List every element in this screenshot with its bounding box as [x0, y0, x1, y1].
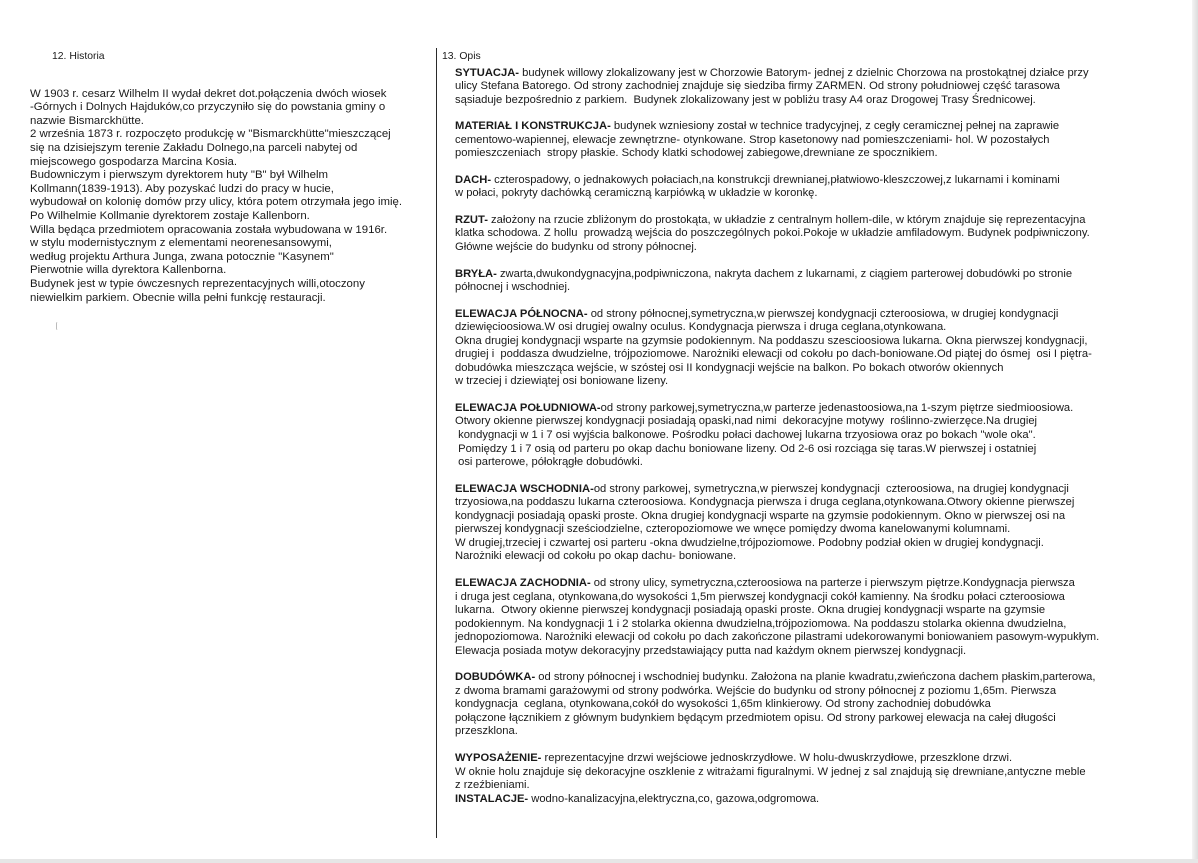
historia-line: Kollmann(1839-1913). Aby pozyskać ludzi do pracy w hucie, [30, 182, 334, 195]
opis-line [455, 618, 1172, 632]
opis-line [455, 214, 1172, 228]
opis-line [455, 134, 1172, 148]
opis-line-text: W drugiej,trzeciej i czwartej osi parteru -okna dwudzielne,trójpoziomowe. Podobny podział okien w drugiej kondygnacji. [455, 536, 1044, 549]
opis-line [455, 725, 1172, 739]
opis-line-text: budynek wzniesiony został w technice tradycyjnej, z cegły ceramicznej pełnej na zaprawie [610, 120, 1060, 133]
opis-section-heading: ELEWACJA POŁUDNIOWA- [455, 401, 601, 414]
historia-line: Budowniczym i pierwszym dyrektorem huty "B" był Wilhelm [30, 169, 328, 182]
opis-line [455, 94, 1172, 108]
historia-line: wybudował on kolonię domów przy ulicy, która potem otrzymała jego imię. [30, 196, 403, 209]
opis-line [455, 80, 1172, 94]
opis-line-text: Pomiędzy 1 i 7 osią od parteru po okap dachu boniowane lizeny. Od 2-6 osi rozciąga się taras.W pierwszej i ostatniej [455, 442, 1037, 455]
historia-line: w stylu modernistycznym z elementami neorenesansowymi, [30, 237, 332, 250]
opis-line-text: od strony północnej,symetryczna,w pierwszej kondygnacji czteroosiowa, w drugiej kondygnacji [587, 307, 1059, 320]
opis-line-text: Otwory okienne pierwszej kondygnacji posiadają opaski,nad nimi dekoracyjne motywy roślinno-zwierzęce.Na drugiej [455, 415, 1038, 428]
opis-line [455, 712, 1172, 726]
historia-line: miejscowego gospodarza Marcina Kosia. [30, 155, 238, 168]
opis-line-text: drugiej i poddasza dwudzielne, trójpoziomowe. Narożniki elewacji od cokołu po dach-boniowane.Od piątej do ósmej osi I piętra- [455, 348, 1092, 361]
opis-line [455, 335, 1172, 349]
opis-line [455, 187, 1172, 201]
opis-section [455, 483, 1172, 564]
historia-body [30, 88, 442, 306]
opis-section-heading: BRYŁA- [455, 267, 497, 280]
opis-section [455, 793, 1172, 807]
opis-line [455, 268, 1172, 282]
opis-line [455, 241, 1172, 255]
opis-section [455, 174, 1172, 201]
opis-line-text: od strony parkowej,symetryczna,w parterze jedenastoosiowa,na 1-szym piętrze siedmioosiowa. [600, 401, 1074, 414]
opis-line [455, 550, 1172, 564]
opis-line-text: lukarna. Otwory okienne pierwszej kondygnacji posiadają opaski proste. Okna drugiej kondygnacji wsparte na gzymsie [455, 604, 1046, 617]
opis-line [455, 793, 1172, 807]
opis-line [455, 752, 1172, 766]
opis-line [455, 402, 1172, 416]
opis-line-text: od strony ulicy, symetryczna,czteroosiowa na parterze i pierwszym piętrze.Kondygnacja pierwsza [590, 576, 1075, 589]
opis-line-text: jednopoziomowa. Narożniki elewacji od cokołu po dach zakończone pilastrami udekorowanymi boniowaniem pasowym-wypukłym. [455, 631, 1100, 644]
scan-artifact [56, 322, 59, 330]
historia-line: według projektu Arthura Junga, zwana potocznie "Kasynem" [30, 250, 334, 263]
opis-line-text: i druga jest ceglana, otynkowana,do wysokości 1,5m pierwszej kondygnacji cokół kamienny. Na środku połaci czteroosiowa [455, 590, 1065, 603]
opis-section [455, 214, 1172, 255]
opis-line-text: czterospadowy, o jednakowych połaciach,na konstrukcji drewnianej,płatwiowo-kleszczowej,z lukarnami i kominami [491, 173, 1060, 186]
opis-line-text: podokiennym. Na kondygnacji 1 i 2 stolarka okienna dwudzielna,trójpoziomowa. Na poddaszu stolarka okienna dwudzielna, [455, 617, 1067, 630]
opis-line [455, 227, 1172, 241]
opis-line-text: wodno-kanalizacyjna,elektryczna,co, gazowa,odgromowa. [528, 792, 820, 805]
historia-line: Willa będąca przedmiotem opracowania została wybudowana w 1916r. [30, 223, 388, 236]
opis-section-heading: WYPOSAŻENIE- [455, 751, 542, 764]
opis-line-text: sąsiaduje bezpośrednio z parkiem. Budynek zlokalizowany jest w pobliżu trasy A4 oraz Drogowej Trasy Średnicowej. [455, 93, 1036, 106]
opis-column [442, 50, 1172, 819]
opis-line [455, 456, 1172, 470]
opis-section [455, 308, 1172, 389]
opis-line-text: pomieszczeniach stropy płaskie. Schody klatki schodowej zabiegowe,drewniane ze spocznikiem. [455, 147, 938, 160]
opis-line-text: połączone łącznikiem z głównym budynkiem będącym przedmiotem opisu. Od strony parkowej elewacja na całej długości [455, 711, 1056, 724]
historia-line: się na dzisiejszym terenie Zakładu Dolnego,na parceli nabytej od [30, 141, 358, 154]
opis-line-text: północnej i wschodniej. [455, 281, 571, 294]
opis-line-text: założony na rzucie zbliżonym do prostokąta, w układzie z centralnym hollem-dile, w którym znajduje się reprezentacyjna [487, 213, 1086, 226]
opis-line [455, 631, 1172, 645]
historia-line: nazwie Bismarckhütte. [30, 114, 144, 127]
opis-line [455, 604, 1172, 618]
historia-line: Pierwotnie willa dyrektora Kallenborna. [30, 264, 227, 277]
opis-line-text: osi parterowe, półokrągłe dobudówki. [455, 456, 643, 469]
opis-line-text: w połaci, pokryty dachówką ceramiczną karpiówką w układzie w koronkę. [455, 187, 818, 200]
historia-line: -Górnych i Dolnych Hajduków,co przyczyniło się do powstania gminy o [30, 101, 386, 114]
opis-line [455, 281, 1172, 295]
opis-line [455, 685, 1172, 699]
historia-line: Po Wilhelmie Kollmanie dyrektorem zostaje Kallenborn. [30, 209, 310, 222]
opis-section-heading: SYTUACJA- [455, 66, 520, 79]
opis-line [455, 523, 1172, 537]
opis-line-text: przeszklona. [455, 725, 518, 738]
opis-line [455, 120, 1172, 134]
opis-line [455, 308, 1172, 322]
opis-section-heading: ELEWACJA WSCHODNIA- [455, 482, 594, 495]
opis-line-text: od strony północnej i wschodniej budynku. Założona na planie kwadratu,zwieńczona dachem płaskim,parterowa, [535, 671, 1096, 684]
opis-line-text: z rzeźbieniami. [455, 779, 530, 792]
opis-section-heading: DACH- [455, 173, 492, 186]
opis-section-heading: INSTALACJE- [455, 792, 529, 805]
opis-line [455, 321, 1172, 335]
opis-line [455, 537, 1172, 551]
page-edge-bottom [0, 859, 1198, 863]
opis-line-text: dobudówka mieszcząca wejście, w szóstej osi II kondygnacji wejście na balkon. Po bokach otworów okiennych [455, 361, 1004, 374]
opis-section [455, 120, 1172, 161]
page-edge [1192, 0, 1198, 863]
opis-line-text: Narożniki elewacji od cokołu po okap dachu- boniowane. [455, 550, 737, 563]
opis-line-text: dziewięcioosiowa.W osi drugiej owalny oculus. Kondygnacja pierwsza i druga ceglana,otynkowana. [455, 321, 947, 334]
opis-body [442, 67, 1172, 807]
opis-line-text: kondygnacji w 1 i 7 osi wyjścia balkonowe. Pośrodku połaci dachowej lukarna trzyosiowa oraz po bokach "wole oka". [455, 429, 1036, 442]
opis-line [455, 779, 1172, 793]
historia-title: 12. Historia [52, 51, 105, 62]
opis-line [455, 375, 1172, 389]
opis-line-text: Okna drugiej kondygnacji wsparte na gzymsie podokiennym. Na poddaszu szescioosiowa lukarna. Okna pierwszej kondygnacji, [455, 334, 1088, 347]
opis-line-text: kondygnacji posiadają opaski proste. Okna drugiej kondygnacji wsparte na gzymsie podokiennym. Okno w pierwszej osi na [455, 509, 1066, 522]
opis-line-text: Elewacja posiada motyw dekoracyjny przedstawiający putta nad każdym oknem pierwszej kondygnacji. [455, 644, 967, 657]
opis-line [455, 698, 1172, 712]
opis-line [455, 415, 1172, 429]
opis-section [455, 752, 1172, 793]
opis-line-text: pierwszej kondygnacji sześciodzielne, czteropoziomowe we wnęce pomiędzy dwoma kanelowanymi kolumnami. [455, 523, 1011, 536]
opis-title: 13. Opis [442, 51, 481, 62]
opis-line [455, 362, 1172, 376]
historia-line: niewielkim parkiem. Obecnie willa pełni funkcję restauracji. [30, 291, 326, 304]
opis-line [455, 766, 1172, 780]
opis-line-text: cementowo-wapiennej, elewacje zewnętrzne- otynkowane. Strop kasetonowy nad pomieszczeniami- hol. W pozostałych [455, 133, 1050, 146]
opis-line [455, 645, 1172, 659]
historia-line: W 1903 r. cesarz Wilhelm II wydał dekret dot.połączenia dwóch wiosek [30, 87, 387, 100]
opis-line [455, 67, 1172, 81]
opis-line [455, 483, 1172, 497]
opis-line [455, 348, 1172, 362]
opis-line [455, 147, 1172, 161]
opis-section [455, 671, 1172, 739]
opis-section-heading: DOBUDÓWKA- [455, 671, 536, 684]
opis-line [455, 510, 1172, 524]
opis-line [455, 496, 1172, 510]
opis-line-text: reprezentacyjne drzwi wejściowe jednoskrzydłowe. W holu-dwuskrzydłowe, przeszklone drzwi. [541, 751, 1013, 764]
historia-line: Budynek jest w typie ówczesnych reprezentacyjnych willi,otoczony [30, 277, 365, 290]
opis-section-heading: ELEWACJA PÓŁNOCNA- [455, 307, 588, 320]
opis-line-text: z dwoma bramami garażowymi od strony podwórka. Wejście do budynku od strony północnej z poziomu 1,65m. Pierwsza [455, 684, 1057, 697]
opis-line [455, 671, 1172, 685]
historia-line: 2 września 1873 r. rozpoczęto produkcję w "Bismarckhütte"mieszczącej [30, 128, 391, 141]
opis-line-text: zwarta,dwukondygnacyjna,podpiwniczona, nakryta dachem z lukarnami, z ciągiem parterowej dobudówki po stronie [496, 267, 1073, 280]
opis-line-text: w trzeciej i dziewiątej osi boniowane lizeny. [455, 375, 669, 388]
opis-section [455, 402, 1172, 470]
opis-line-text: budynek willowy zlokalizowany jest w Chorzowie Batorym- jednej z dzielnic Chorzowa na prostokątnej działce przy [519, 66, 1089, 79]
opis-line [455, 577, 1172, 591]
opis-section-heading: RZUT- [455, 213, 488, 226]
opis-section [455, 268, 1172, 295]
opis-line [455, 174, 1172, 188]
opis-section [455, 67, 1172, 108]
opis-line-text: kondygnacja ceglana, otynkowana,cokół do wysokości 1,65m klinkierowy. Od strony zachodniej dobudówka [455, 698, 991, 711]
opis-line-text: trzyosiowa,na poddaszu lukarna czteroosiowa. Kondygnacja pierwsza i druga ceglana,otynkowana.Otwory okienne pierwszej [455, 496, 1075, 509]
opis-line [455, 429, 1172, 443]
opis-line [455, 443, 1172, 457]
historia-column [30, 50, 442, 305]
opis-line [455, 591, 1172, 605]
opis-line-text: Główne wejście do budynku od strony północnej. [455, 241, 697, 254]
opis-section-heading: ELEWACJA ZACHODNIA- [455, 576, 591, 589]
opis-section [455, 577, 1172, 658]
opis-line-text: klatka schodowa. Z hollu prowadzą wejścia do poszczególnych pokoi.Pokoje w układzie amfiladowym. Budynek podpiwniczony. [455, 227, 1090, 240]
opis-section-heading: MATERIAŁ I KONSTRUKCJA- [455, 120, 611, 133]
opis-line-text: W oknie holu znajduje się dekoracyjne oszklenie z witrażami figuralnymi. W jednej z sal znajdują się drewniane,antyczne meble [455, 765, 1086, 778]
opis-line-text: ulicy Stefana Batorego. Od strony zachodniej znajduje się siedziba firmy ZARMEN. Od strony południowej część tarasowa [455, 80, 1061, 93]
opis-line-text: od strony parkowej, symetryczna,w pierwszej kondygnacji czteroosiowa, na drugiej kondygnacji [593, 482, 1069, 495]
